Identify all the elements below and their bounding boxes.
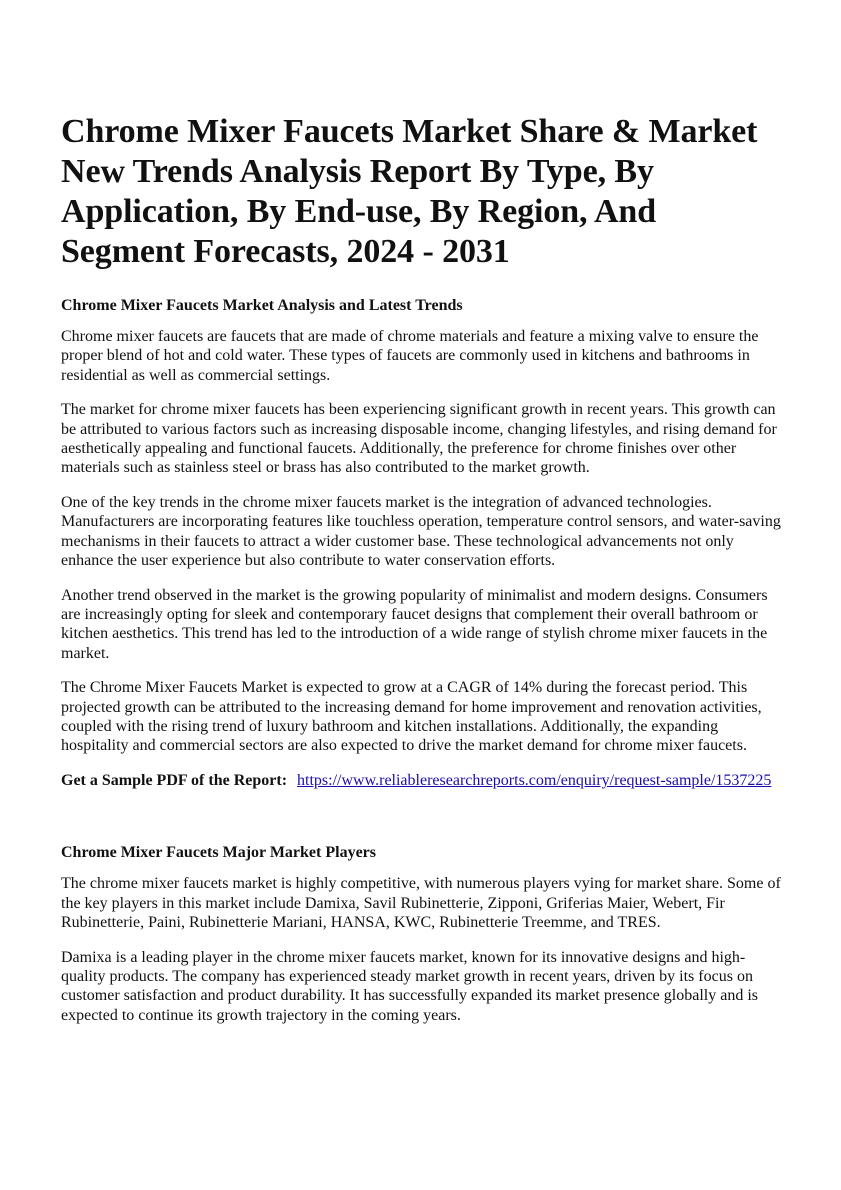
paragraph: The Chrome Mixer Faucets Market is expected to grow at a CAGR of 14% during the forecast period. This projected growth can be attributed to the increasing demand for home improvement and renovation activities, coupled with the rising trend of luxury bathroom and kitchen installations. Additionally, the expanding hospitality and commercial sectors are also expected to drive the market demand for chrome mixer faucets. [61, 679, 762, 755]
paragraph: Chrome mixer faucets are faucets that are made of chrome materials and feature a mixing valve to ensure the proper blend of hot and cold water. These types of faucets are commonly used in kitchens and bathrooms in residential as well as commercial settings. [61, 328, 759, 384]
section-heading-market-analysis: Chrome Mixer Faucets Market Analysis and Latest Trends [61, 297, 463, 314]
paragraph: Damixa is a leading player in the chrome mixer faucets market, known for its innovative designs and high-quality products. The company has experienced steady market growth in recent years, driven by its focus on customer satisfaction and product durability. It has successfully expanded its market presence globally and is expected to continue its growth trajectory in the coming years. [61, 948, 758, 1024]
paragraph: One of the key trends in the chrome mixer faucets market is the integration of advanced technologies. Manufacturers are incorporating features like touchless operation, temperature control sensors, and water-saving mechanisms in their faucets to attract a wider customer base. These technological advancements not only enhance the user experience but also contribute to water conservation efforts. [61, 494, 781, 569]
paragraph: The market for chrome mixer faucets has been experiencing significant growth in recent years. This growth can be attributed to various factors such as increasing disposable income, changing lifestyles, and rising demand for aesthetically appealing and functional faucets. Additionally, the preference for chrome finishes over other materials such as stainless steel or brass has also contributed to the market growth. [61, 401, 777, 477]
section-heading-major-players: Chrome Mixer Faucets Major Market Players [61, 844, 377, 862]
sample-pdf-line [61, 771, 781, 790]
paragraph: Another trend observed in the market is the growing popularity of minimalist and modern designs. Consumers are increasingly opting for sleek and contemporary faucet designs that complement their overall bathroom or kitchen aesthetics. This trend has led to the introduction of a wide range of stylish chrome mixer faucets in the market. [61, 586, 768, 662]
sample-pdf-label: Get a Sample PDF of the Report: [61, 772, 288, 790]
paragraph: The chrome mixer faucets market is highly competitive, with numerous players vying for market share. Some of the key players in this market include Damixa, Savil Rubinetterie, Zipponi, Griferias Maier, Webert, Fir Rubinetterie, Paini, Rubinetterie Mariani, HANSA, KWC, Rubinetterie Treemme, and TRES. [61, 875, 781, 932]
section-major-players [61, 843, 781, 1025]
document-title: Chrome Mixer Faucets Market Share & Market New Trends Analysis Report By Type, By Application, By End-use, By Region, And Segment Forecasts, 2024 - 2031 [61, 113, 758, 270]
sample-pdf-link[interactable]: https://www.reliableresearchreports.com/enquiry/request-sample/1537225 [297, 772, 772, 790]
section-market-analysis [61, 296, 781, 756]
